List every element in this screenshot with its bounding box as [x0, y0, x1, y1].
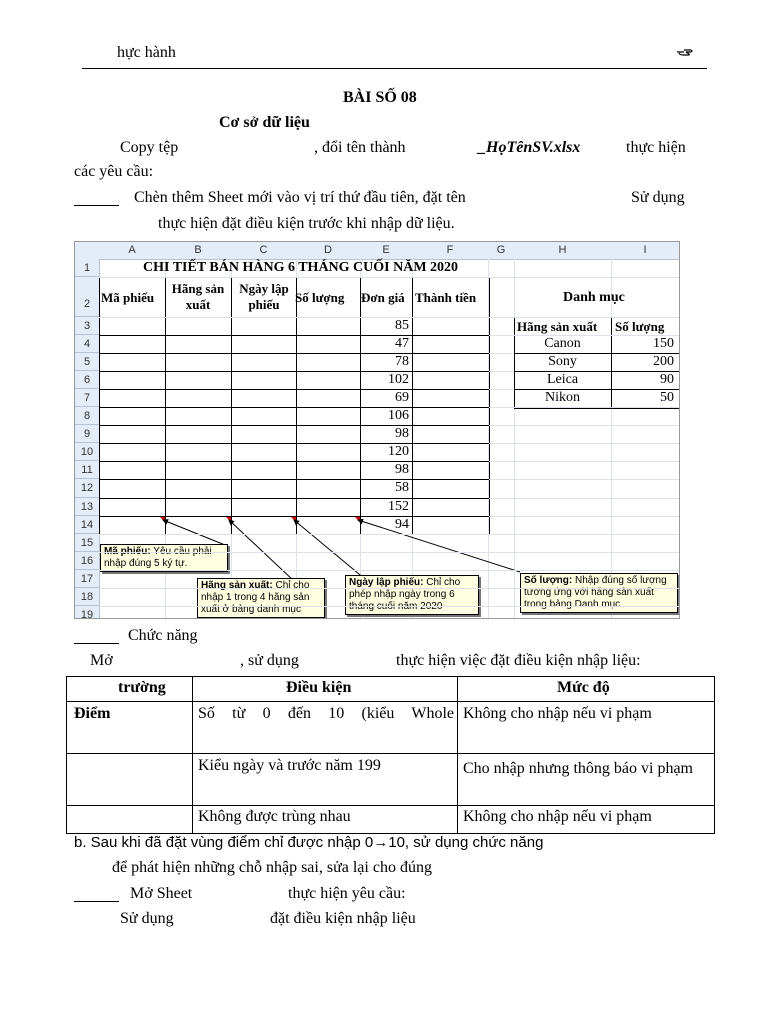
col-header-f: F — [412, 242, 489, 260]
col-header-h: H — [514, 242, 612, 260]
hand-pointer-icon — [676, 44, 694, 62]
rules-header-level: Mức độ — [557, 679, 610, 696]
row-header: 14 — [75, 516, 100, 534]
price-cell: 106 — [388, 408, 409, 423]
row-header: 13 — [75, 498, 100, 516]
grid-line — [99, 588, 679, 589]
comment-so-luong — [520, 573, 678, 613]
grid-line — [99, 534, 679, 535]
dm-name-cell: Nikon — [545, 390, 580, 405]
table-line — [99, 479, 489, 480]
open-text: Mở — [90, 652, 113, 669]
header-don-gia: Đơn giá — [361, 290, 405, 305]
function-text: Chức năng — [128, 627, 198, 644]
table-line — [99, 498, 489, 499]
col-header-g: G — [488, 242, 515, 260]
header-text: hực hành — [117, 44, 176, 61]
task-text: thực hiện yêu cầu: — [288, 885, 406, 902]
part-b-text: b. Sau khi đã đặt vùng điểm chỉ được nhập 0→10, sử dụng chức năng — [74, 834, 544, 851]
row-header: 4 — [75, 335, 100, 353]
rules-row1-condition: Số từ 0 đến 10 (kiểu Whole — [198, 705, 454, 722]
col-header-c: C — [231, 242, 297, 260]
dm-header-hang: Hãng sản xuất — [517, 319, 598, 334]
part-b-detail: để phát hiện những chỗ nhập sai, sửa lại cho đúng — [112, 859, 432, 876]
table-line — [66, 753, 714, 754]
table-line — [514, 389, 679, 390]
row-header: 5 — [75, 353, 100, 371]
table-line — [66, 701, 714, 702]
header-hang-san-xuat: Hãng sản xuất — [171, 281, 225, 312]
blank-line-3 — [74, 901, 119, 902]
table-line — [514, 371, 679, 372]
rename-text: , đổi tên thành — [314, 139, 406, 156]
price-cell: 102 — [388, 372, 409, 387]
rules-row3-level: Không cho nhập nếu vi phạm — [463, 808, 652, 825]
col-header-a: A — [99, 242, 166, 260]
comment-ngay-lap-phieu — [345, 575, 479, 615]
table-line — [99, 371, 489, 372]
table-line — [99, 425, 489, 426]
header-ngay-lap-phieu: Ngày lập phiếu — [239, 281, 289, 312]
rules-row2-condition: Kiểu ngày và trước năm 199 — [198, 757, 381, 774]
comment-hang-san-xuat — [197, 578, 325, 618]
price-cell: 152 — [388, 499, 409, 514]
price-cell: 58 — [395, 480, 409, 495]
condition-text: thực hiện đặt điều kiện trước khi nhập dữ liệu. — [158, 215, 455, 232]
header-so-luong: Số lượng — [295, 290, 345, 305]
row-header: 8 — [75, 407, 100, 425]
price-cell: 120 — [388, 444, 409, 459]
open-sheet-text: Mở Sheet — [130, 885, 193, 902]
comment-label: Ngày lập phiếu: — [349, 577, 424, 588]
price-cell: 47 — [395, 336, 409, 351]
price-cell: 98 — [395, 426, 409, 441]
table-line — [99, 461, 489, 462]
section-title: Cơ sở dữ liệu — [219, 114, 310, 131]
comment-text: Yêu cầu phải nhập đúng 5 ký tự. — [104, 546, 212, 569]
sheet-title: CHI TIẾT BÁN HÀNG 6 THÁNG CUỐI NĂM 2020 — [143, 260, 459, 275]
dm-name-cell: Sony — [548, 354, 577, 369]
rules-row2-level: Cho nhập nhưng thông báo vi phạm — [463, 760, 693, 777]
use-text-2: Sử dụng — [120, 910, 174, 927]
table-line — [99, 335, 489, 336]
dm-qty-cell: 200 — [653, 354, 674, 369]
excel-screenshot — [74, 241, 680, 619]
rules-header-condition: Điều kiện — [286, 679, 352, 696]
perform-text: thực hiện — [626, 139, 686, 156]
filename-text: _HọTênSV.xlsx — [478, 139, 581, 156]
price-cell: 98 — [395, 462, 409, 477]
row-header: 10 — [75, 443, 100, 461]
row-header: 6 — [75, 371, 100, 389]
table-line — [99, 353, 489, 354]
grid-line — [99, 606, 679, 607]
table-line — [514, 353, 679, 354]
comment-label: Số lượng: — [524, 575, 573, 586]
table-line — [99, 516, 489, 517]
row-header: 2 — [75, 277, 100, 317]
copy-text: Copy tệp — [120, 139, 179, 156]
validation-text: thực hiện việc đặt điều kiện nhập liệu: — [396, 652, 641, 669]
row-header: 19 — [75, 606, 100, 619]
dm-qty-cell: 50 — [660, 390, 674, 405]
comment-text: Chỉ cho phép nhập ngày trong 6 tháng cuối năm 2020 — [349, 577, 461, 612]
rules-row3-condition: Không được trùng nhau — [198, 808, 351, 825]
row-header: 1 — [75, 259, 100, 277]
col-header-b: B — [165, 242, 232, 260]
row-header: 17 — [75, 570, 100, 588]
col-header-e: E — [360, 242, 413, 260]
price-cell: 78 — [395, 354, 409, 369]
col-header-d: D — [296, 242, 361, 260]
dm-header-so-luong: Số lượng — [615, 319, 665, 334]
price-cell: 85 — [395, 318, 409, 333]
grid-line — [99, 570, 679, 571]
header-ma-phieu: Mã phiếu — [101, 290, 155, 305]
comment-label: Mã phiếu: — [104, 546, 151, 557]
price-cell: 94 — [395, 517, 409, 532]
dm-qty-cell: 150 — [653, 336, 674, 351]
row-header: 7 — [75, 389, 100, 407]
table-line — [99, 389, 489, 390]
row-header: 18 — [75, 588, 100, 606]
insert-sheet-text: Chèn thêm Sheet mới vào vị trí thứ đầu tiên, đặt tên — [134, 189, 466, 206]
row-header: 16 — [75, 552, 100, 570]
col-header-i: I — [611, 242, 680, 260]
use-text: Sử dụng — [631, 189, 685, 206]
grid-line — [99, 317, 679, 318]
using-text: , sử dụng — [240, 652, 299, 669]
row-header: 3 — [75, 317, 100, 335]
header-divider — [82, 68, 707, 69]
comment-text: Chỉ cho nhập 1 trong 4 hãng sản xuất ở bảng danh mục — [201, 580, 310, 615]
comment-text: Nhập đúng số lượng tương ứng với hãng sản xuất trong bảng Danh mục — [524, 575, 667, 610]
comment-ma-phieu — [100, 544, 228, 572]
price-cell: 69 — [395, 390, 409, 405]
comment-label: Hãng sản xuất: — [201, 580, 273, 591]
row-header: 9 — [75, 425, 100, 443]
table-line — [66, 805, 714, 806]
blank-line-2 — [74, 643, 119, 644]
rules-row1-level: Không cho nhập nếu vi phạm — [463, 705, 652, 722]
table-line — [99, 407, 489, 408]
danh-muc-title: Danh mục — [563, 290, 625, 305]
dm-name-cell: Leica — [546, 372, 579, 387]
requirements-text: các yêu cầu: — [74, 163, 154, 180]
grid-line — [99, 552, 679, 553]
table-line — [192, 676, 193, 833]
row-header: 15 — [75, 534, 100, 552]
header-thanh-tien: Thành tiền — [415, 290, 477, 305]
dm-qty-cell: 90 — [660, 372, 674, 387]
row-header: 12 — [75, 479, 100, 498]
grid-line — [99, 277, 679, 278]
table-line — [99, 443, 489, 444]
page-title: BÀI SỐ 08 — [343, 89, 417, 106]
table-line — [457, 676, 458, 833]
blank-line-1 — [74, 205, 119, 206]
rules-header-field: trường — [118, 679, 166, 696]
input-condition-text: đặt điều kiện nhập liệu — [270, 910, 416, 927]
dm-name-cell: Canon — [544, 336, 581, 351]
row-header: 11 — [75, 461, 100, 479]
rules-row1-field: Điểm — [74, 705, 111, 722]
